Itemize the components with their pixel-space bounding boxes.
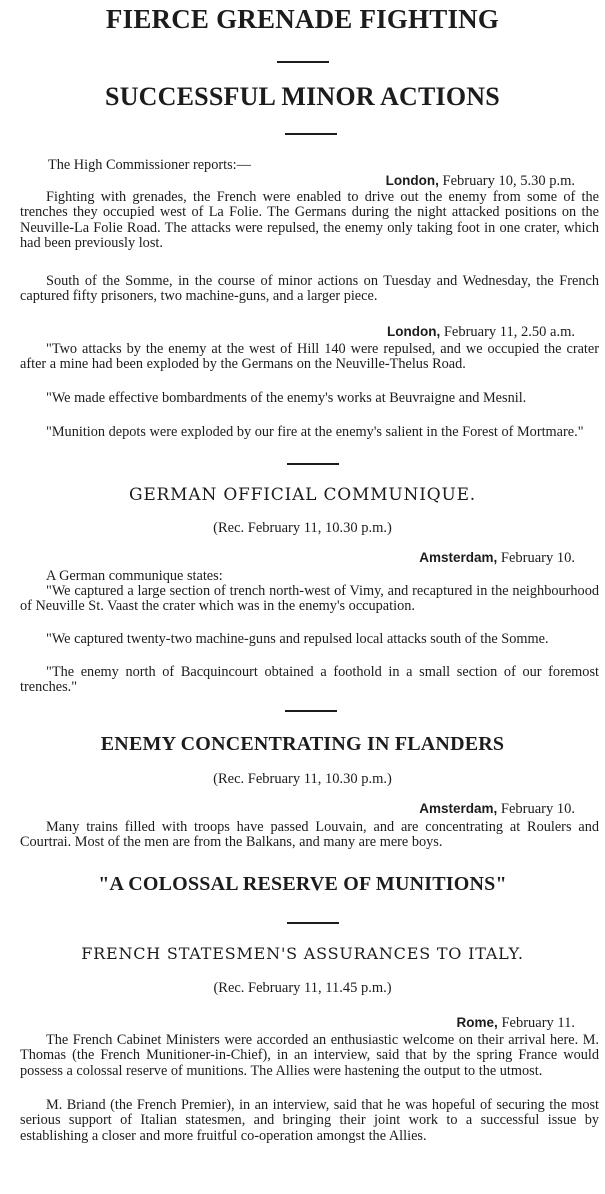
- paragraph: "We made effective bombardments of the enemy's works at Beuvraigne and Mesnil.: [46, 390, 527, 406]
- section-subtitle-french-statesmen: FRENCH STATESMEN'S ASSURANCES TO ITALY.: [81, 944, 524, 963]
- paragraph: South of the Somme, in the course of minor actions on Tuesday and Wednesday, the French captured fifty prisoners, two machine-guns, and a larger piece.: [20, 273, 599, 305]
- dateline-date: February 11, 2.50 a.m.: [443, 324, 575, 340]
- dateline-date: February 10.: [500, 550, 575, 566]
- dateline-place: Amsterdam,: [419, 550, 498, 565]
- dateline-date: February 10, 5.30 p.m.: [442, 173, 575, 189]
- dateline-date: February 11.: [501, 1015, 575, 1031]
- dateline-place: Amsterdam,: [419, 801, 498, 816]
- divider: [285, 710, 337, 712]
- paragraph: "Two attacks by the enemy at the west of Hill 140 were repulsed, and we occupied the crater after a mine had been exploded by the Germans on the Neuville-Thelus Road.: [20, 341, 599, 373]
- dateline-london-feb-10: [386, 173, 575, 190]
- paragraph: The French Cabinet Ministers were accorded an enthusiastic welcome on their arrival here. M. Thomas (the French Munitioner-in-Chief), in an interview, said that by the spring France would possess a colossal reserve of munitions. The Allies were hastening the output to the utmost.: [20, 1032, 599, 1079]
- paragraph: "Munition depots were exploded by our fire at the enemy's salient in the Forest of Mortmare.": [46, 424, 584, 440]
- received-line: (Rec. February 11, 10.30 p.m.): [213, 520, 392, 536]
- received-line: (Rec. February 11, 10.30 p.m.): [213, 771, 392, 787]
- divider: [285, 133, 337, 135]
- dateline-place: London,: [385, 173, 439, 188]
- section-title-colossal-reserve: "A COLOSSAL RESERVE OF MUNITIONS": [98, 873, 507, 895]
- page-title: FIERCE GRENADE FIGHTING: [105, 4, 500, 34]
- paragraph: A German communique states:: [46, 568, 223, 584]
- paragraph: "We captured a large section of trench north-west of Vimy, and recaptured in the neighbourhood of Neuville St. Vaast the crater which was in the enemy's occupation.: [20, 583, 599, 615]
- dateline-place: Rome,: [456, 1015, 498, 1030]
- paragraph: "The enemy north of Bacquincourt obtained a foothold in a small section of our foremost trenches.": [20, 664, 599, 696]
- paragraph: "We captured twenty-two machine-guns and repulsed local attacks south of the Somme.: [46, 631, 549, 647]
- divider: [277, 61, 329, 63]
- divider: [287, 922, 339, 924]
- section-title-enemy-concentrating: ENEMY CONCENTRATING IN FLANDERS: [100, 733, 505, 755]
- section-title-successful-minor-actions: SUCCESSFUL MINOR ACTIONS: [105, 82, 500, 111]
- section-title-german-communique: GERMAN OFFICIAL COMMUNIQUE.: [128, 485, 477, 505]
- divider: [287, 463, 339, 465]
- dateline-london-feb-11: [387, 324, 575, 341]
- dateline-date: February 10.: [500, 801, 575, 817]
- paragraph: M. Briand (the French Premier), in an interview, said that he was hopeful of securing the most serious support of Italian statesmen, and bringing their joint work to a successful issue by establishing a closer and more fruitful co-operation amongst the Allies.: [20, 1097, 599, 1144]
- received-line: (Rec. February 11, 11.45 p.m.): [213, 980, 392, 996]
- dateline-place: London,: [386, 324, 441, 339]
- paragraph: Many trains filled with troops have passed Louvain, and are concentrating at Roulers and Courtrai. Most of the men are from the Balkans, and many are mere boys.: [20, 819, 599, 851]
- dateline-rome: [457, 1015, 575, 1032]
- dateline-amsterdam: [419, 801, 575, 818]
- dateline-amsterdam: [419, 550, 575, 567]
- paragraph: Fighting with grenades, the French were enabled to drive out the enemy from some of the trenches they occupied west of La Folie. The Germans during the night attacked positions on the Neuville-La Folie Road. The attacks were repulsed, the enemy only taking foot in one crater, which had been previously lost.: [20, 189, 599, 252]
- intro-line: The High Commissioner reports:—: [48, 157, 251, 173]
